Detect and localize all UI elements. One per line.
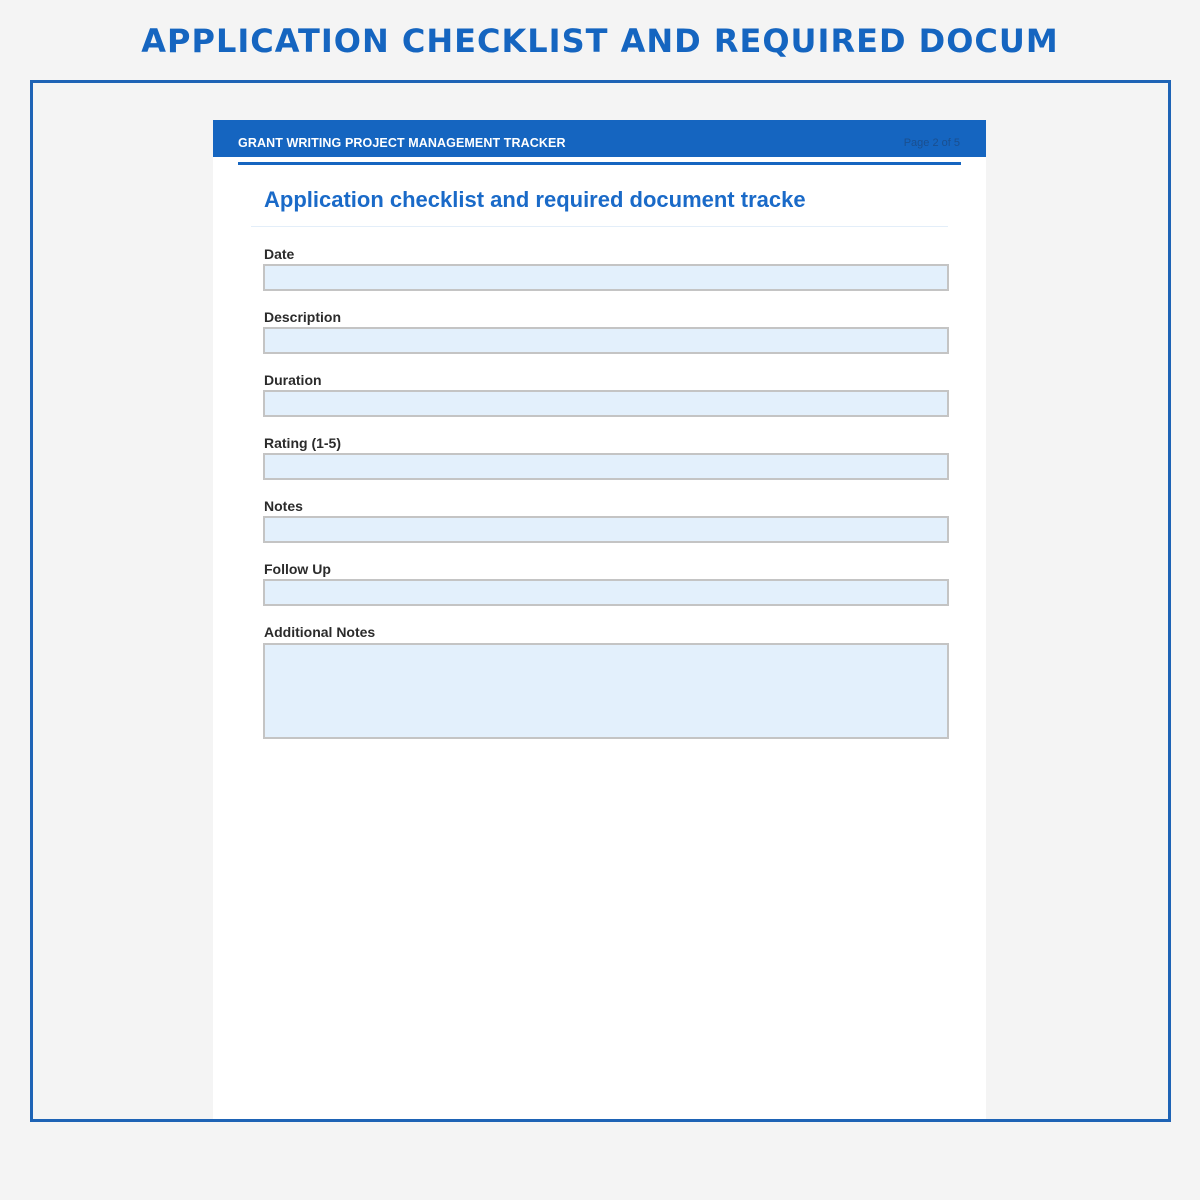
header-title: GRANT WRITING PROJECT MANAGEMENT TRACKER [238,136,566,150]
section-title: Application checklist and required document tracke [264,187,806,212]
additional-notes-label: Additional Notes [264,624,376,640]
date-field[interactable] [263,264,949,291]
page-indicator: Page 2 of 5 [903,137,960,149]
duration-label: Duration [264,372,322,388]
banner-title: APPLICATION CHECKLIST AND REQUIRED DOCUM [141,22,1059,60]
title-divider [251,226,948,227]
description-label: Description [264,309,342,325]
page-header [213,120,986,157]
description-field[interactable] [263,327,949,354]
document-frame [30,80,1171,1122]
duration-field[interactable] [263,390,949,417]
notes-label: Notes [264,498,303,514]
document-page [213,120,986,1122]
date-label: Date [264,246,295,262]
notes-field[interactable] [263,516,949,543]
follow-up-label: Follow Up [264,561,331,577]
rating-label: Rating (1-5) [264,435,341,451]
additional-notes-field[interactable] [263,643,949,739]
follow-up-field[interactable] [263,579,949,606]
header-divider [238,162,961,165]
rating-field[interactable] [263,453,949,480]
